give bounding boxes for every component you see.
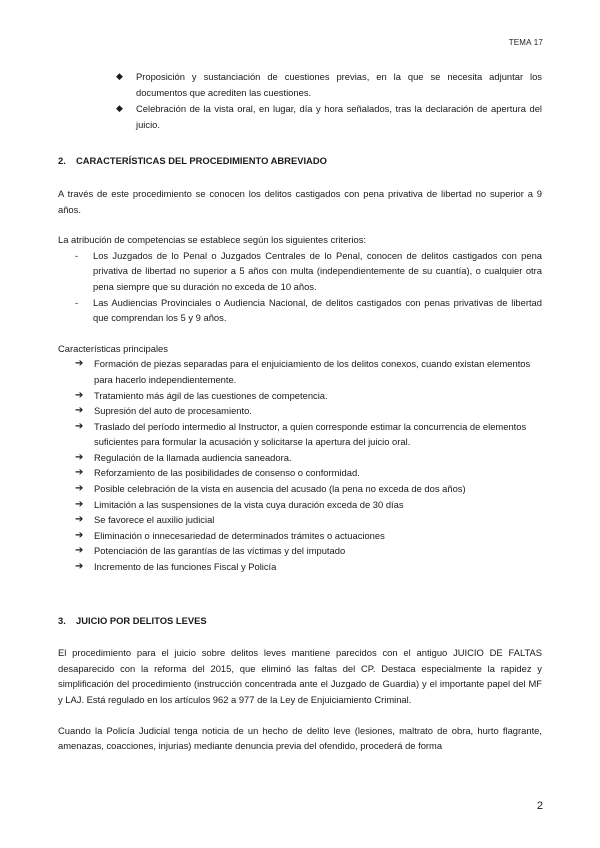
list-item-text: Supresión del auto de procesamiento. <box>94 405 252 417</box>
arrow-bullet-icon: ➔ <box>75 514 84 526</box>
arrow-bullet-icon: ➔ <box>75 405 84 417</box>
arrow-bullet-icon: ➔ <box>75 498 84 510</box>
list-item-text: Se favorece el auxilio judicial <box>94 514 215 526</box>
list-item-text: Celebración de la vista oral, en lugar, día y hora señalados, tras la declaración de apertura del juicio. <box>136 103 542 130</box>
list-item <box>58 69 542 100</box>
page-content <box>58 69 542 754</box>
criteria-list <box>58 248 542 326</box>
list-item <box>58 248 542 295</box>
list-item-text: Limitación a las suspensiones de la vista cuya duración exceda de 30 días <box>94 498 404 510</box>
intro-bullet-list <box>58 69 542 132</box>
arrow-bullet-icon: ➔ <box>75 451 84 463</box>
arrow-bullet-icon: ➔ <box>75 420 84 432</box>
arrow-bullet-icon: ➔ <box>75 389 84 401</box>
list-item <box>58 528 542 544</box>
list-item-text: Posible celebración de la vista en ausencia del acusado (la pena no exceda de dos años) <box>94 483 466 495</box>
arrow-bullet-icon: ➔ <box>75 545 84 557</box>
list-item <box>58 419 542 450</box>
list-item-text: Regulación de la llamada audiencia saneadora. <box>94 451 292 463</box>
section-2-title-text: CARACTERÍSTICAS DEL PROCEDIMIENTO ABREVIADO <box>76 155 327 167</box>
list-item-text: Tratamiento más ágil de las cuestiones de competencia. <box>94 389 328 401</box>
list-item <box>58 388 542 404</box>
list-item-text: Proposición y sustanciación de cuestiones previas, en la que se necesita adjuntar los documentos que acrediten las cuestiones. <box>136 71 542 98</box>
features-list <box>58 356 542 574</box>
list-item <box>58 101 542 132</box>
section-3-title <box>58 613 542 629</box>
arrow-bullet-icon: ➔ <box>75 483 84 495</box>
list-item <box>58 543 542 559</box>
diamond-bullet-icon: ◆ <box>116 71 123 81</box>
list-item <box>58 481 542 497</box>
list-item <box>58 403 542 419</box>
list-item-text: Potenciación de las garantías de las víctimas y del imputado <box>94 545 346 557</box>
list-item-text: Incremento de las funciones Fiscal y Policía <box>94 561 277 573</box>
section-3-paragraph-1: El procedimiento para el juicio sobre delitos leves mantiene parecidos con el antiguo JUICIO DE FALTAS desaparecido con la reforma del 2015, que eliminó las faltas del CP. Destaca especialmente la rapidez y simplificación del procedimiento (instrucción concentrada ante el Juzgado de Guardia) y el importante papel del MF y LAJ. Está regulado en los artículos 962 a 977 de la Ley de Enjuiciamiento Criminal. <box>58 647 542 705</box>
header-tag: TEMA 17 <box>508 38 543 47</box>
page-number: 2 <box>536 800 543 812</box>
section-3-title-text: JUICIO POR DELITOS LEVES <box>76 614 207 626</box>
list-item <box>58 450 542 466</box>
dash-bullet-icon: - <box>75 249 79 261</box>
list-item-text: Eliminación o innecesariedad de determinados trámites o actuaciones <box>94 529 385 541</box>
dash-bullet-icon: - <box>75 296 79 308</box>
list-item-text: Reforzamiento de las posibilidades de consenso o conformidad. <box>94 467 360 479</box>
arrow-bullet-icon: ➔ <box>75 358 84 370</box>
diamond-bullet-icon: ◆ <box>116 103 123 114</box>
list-item <box>58 497 542 513</box>
list-item-text: Las Audiencias Provinciales o Audiencia Nacional, de delitos castigados con penas privativas de libertad que comprendan los 5 y 9 años. <box>93 296 542 324</box>
arrow-bullet-icon: ➔ <box>75 561 84 573</box>
list-item-text: Traslado del período intermedio al Instructor, a quien corresponde estimar la concurrencia de elementos suficientes para formular la acusación y solicitarse la apertura del juicio oral. <box>94 420 527 448</box>
section-2-paragraph-1: A través de este procedimiento se conocen los delitos castigados con pena privativa de libertad no superior a 9 años. <box>58 187 542 215</box>
section-2-title <box>58 153 542 169</box>
section-2-number: 2. <box>58 155 66 167</box>
section-3-paragraph-2: Cuando la Policía Judicial tenga noticia de un hecho de delito leve (lesiones, maltrato de obra, hurto flagrante, amenazas, coacciones, injurias) mediante denuncia previa del ofendido, procederá de forma <box>58 724 542 752</box>
list-item <box>58 356 542 387</box>
arrow-bullet-icon: ➔ <box>75 467 84 479</box>
list-item <box>58 295 542 326</box>
list-item-text: Los Juzgados de lo Penal o Juzgados Centrales de lo Penal, conocen de delitos castigados con pena privativa de libertad no superior a 5 años con multa (independientemente de su cuantía), o cualquier otra pena siempre que su duración no exceda de 10 años. <box>93 249 542 292</box>
list-item-text: Formación de piezas separadas para el enjuiciamiento de los delitos conexos, cuando existan elementos para hacerlo independientemente. <box>94 358 531 385</box>
list-item <box>58 465 542 481</box>
list-item <box>58 512 542 528</box>
section-3-number: 3. <box>58 614 66 626</box>
section-2-paragraph-2: La atribución de competencias se establece según los siguientes criterios: <box>58 234 366 246</box>
features-heading: Características principales <box>58 342 168 354</box>
list-item <box>58 559 542 575</box>
arrow-bullet-icon: ➔ <box>75 529 84 541</box>
